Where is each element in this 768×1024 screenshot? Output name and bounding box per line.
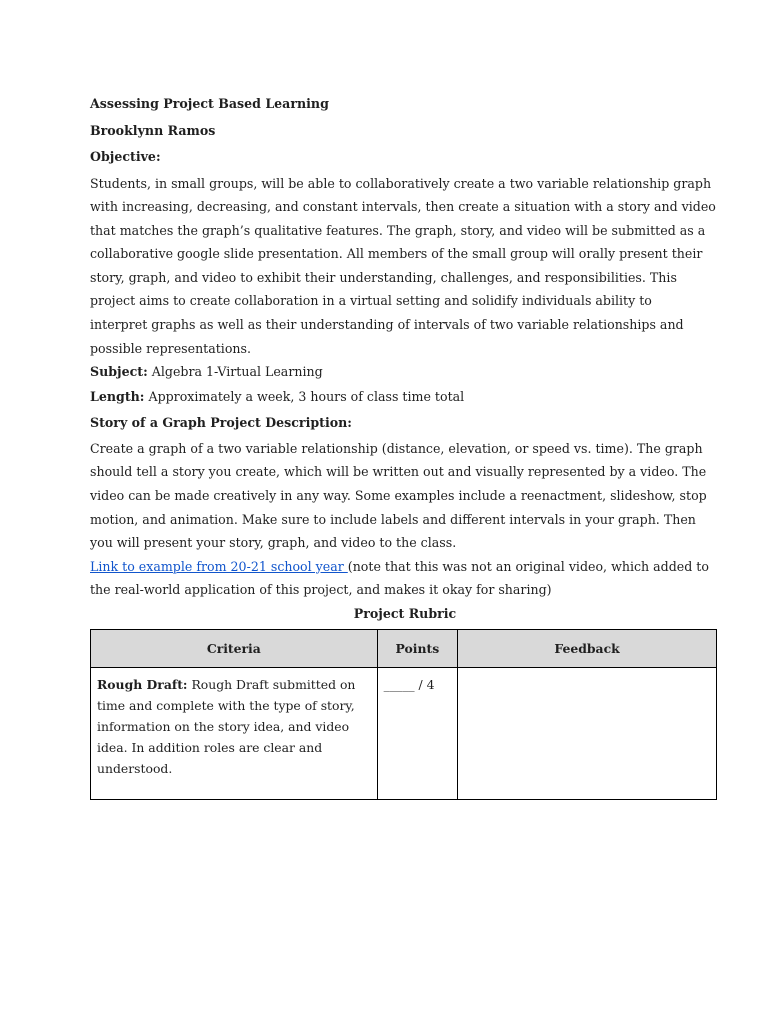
criteria-text: time and complete with the type of story, <box>97 697 355 713</box>
description-line: motion, and animation. Make sure to include labels and different intervals in your graph. Then <box>90 511 696 527</box>
example-video-link[interactable]: Link to example from 20-21 school year <box>90 558 348 574</box>
criteria-text: information on the story idea, and video <box>97 718 350 734</box>
subject-label: Subject: <box>90 364 148 380</box>
objective-line: collaborative google slide presentation. All members of the small group will orally present their <box>90 246 703 262</box>
criteria-text: idea. In addition roles are clear and <box>97 739 323 755</box>
example-link-note-continued: the real-world application of this project, and makes it okay for sharing) <box>90 582 552 598</box>
rubric-table <box>90 629 717 800</box>
example-link-note: (note that this was not an original video, which added to <box>347 558 709 574</box>
objective-line: possible representations. <box>90 340 251 356</box>
objective-line: story, graph, and video to exhibit their understanding, challenges, and responsibilities. This <box>90 269 677 285</box>
rubric-header-row <box>91 629 717 667</box>
description-paragraph <box>90 437 720 555</box>
feedback-header: Feedback <box>458 629 717 667</box>
criteria-text: Rough Draft submitted on <box>187 676 356 692</box>
rubric-title: Project Rubric <box>353 606 457 621</box>
points-cell <box>377 667 457 799</box>
length-label: Length: <box>90 388 145 404</box>
criteria-cell <box>91 667 378 799</box>
example-link-paragraph <box>90 555 720 602</box>
points-header: Points <box>377 629 457 667</box>
document-title: Assessing Project Based Learning <box>90 96 329 111</box>
objective-line: project aims to create collaboration in a virtual setting and solidify individuals ability to <box>90 293 652 309</box>
description-line: you will present your story, graph, and video to the class. <box>90 535 457 551</box>
description-line: video can be made creatively in any way. Some examples include a reenactment, slideshow, stop <box>90 488 707 504</box>
description-heading: Story of a Graph Project Description: <box>90 415 352 431</box>
length-line <box>90 384 720 411</box>
objective-line: Students, in small groups, will be able to collaboratively create a two variable relationship graph <box>90 175 712 191</box>
table-row <box>91 667 717 799</box>
document-page <box>90 91 720 800</box>
points-value: _____ / 4 <box>383 676 435 692</box>
criteria-text: understood. <box>97 760 173 776</box>
objective-paragraph <box>90 172 720 361</box>
subject-value: Algebra 1-Virtual Learning <box>151 364 323 380</box>
objective-line: with increasing, decreasing, and constant intervals, then create a situation with a story and video <box>90 199 716 215</box>
description-line: Create a graph of a two variable relationship (distance, elevation, or speed vs. time). The graph <box>90 440 703 456</box>
length-value: Approximately a week, 3 hours of class time total <box>148 388 465 404</box>
example-link-line <box>90 555 720 579</box>
objective-label: Objective: <box>90 149 161 164</box>
objective-line: that matches the graph’s qualitative features. The graph, story, and video will be submitted as a <box>90 222 706 238</box>
subject-line <box>90 360 720 384</box>
criteria-label: Rough Draft: <box>97 676 188 692</box>
criteria-header: Criteria <box>91 629 378 667</box>
objective-line: interpret graphs as well as their understanding of intervals of two variable relationships and <box>90 317 684 333</box>
feedback-cell[interactable] <box>458 667 717 799</box>
author-name: Brooklynn Ramos <box>90 122 216 138</box>
description-line: should tell a story you create, which will be written out and visually represented by a video. The <box>90 464 707 480</box>
